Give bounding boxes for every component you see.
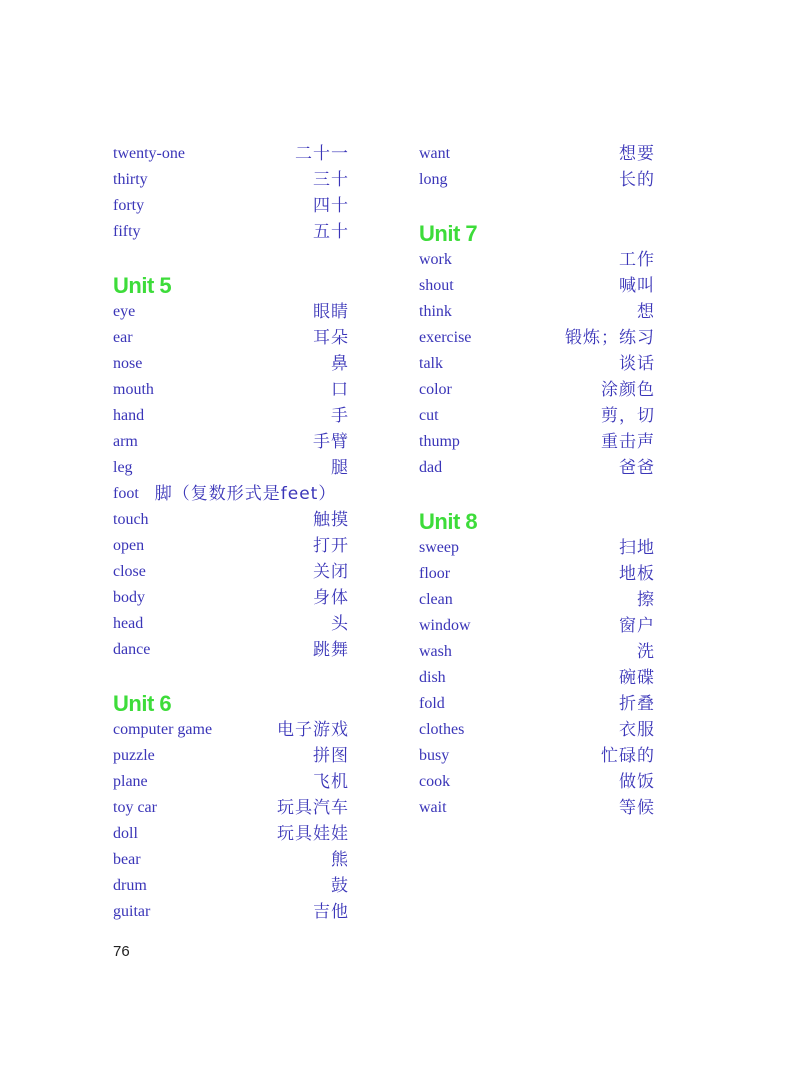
chinese-meaning: 打开: [313, 536, 349, 556]
unit-8-list: [419, 535, 655, 821]
vocab-entry: [419, 639, 655, 665]
chinese-meaning: 脚（复数形式是feet）: [154, 484, 337, 504]
chinese-meaning: 地板: [619, 564, 655, 584]
chinese-meaning: 想: [637, 302, 655, 322]
english-word: nose: [113, 355, 143, 372]
english-word: close: [113, 563, 146, 580]
chinese-meaning: 谈话: [619, 354, 655, 374]
chinese-meaning: 玩具娃娃: [277, 824, 349, 844]
vocab-entry: [419, 535, 655, 561]
unit-5-list: [113, 299, 349, 663]
vocab-group-numbers: [113, 141, 349, 245]
english-word: cook: [419, 773, 451, 790]
chinese-meaning: 长的: [619, 170, 655, 190]
vocab-entry: [113, 193, 349, 219]
chinese-meaning: 五十: [313, 222, 349, 242]
unit-6-heading: Unit 6: [113, 691, 172, 716]
vocab-entry: [419, 247, 655, 273]
chinese-meaning: 爸爸: [619, 458, 655, 478]
vocab-entry: [419, 691, 655, 717]
chinese-meaning: 电子游戏: [277, 720, 349, 740]
vocab-entry: [113, 299, 349, 325]
chinese-meaning: 眼睛: [313, 302, 349, 322]
vocab-entry: [113, 167, 349, 193]
vocab-entry: [113, 325, 349, 351]
vocab-entry: [113, 847, 349, 873]
chinese-meaning: 身体: [313, 588, 349, 608]
english-word: color: [419, 381, 452, 398]
english-word: hand: [113, 407, 145, 424]
unit-5-heading: Unit 5: [113, 273, 172, 298]
vocab-entry: [113, 377, 349, 403]
chinese-meaning: 手: [331, 406, 349, 426]
chinese-meaning: 四十: [313, 196, 349, 216]
chinese-meaning: 玩具汽车: [277, 798, 349, 818]
vocab-entry: [113, 455, 349, 481]
chinese-meaning: 熊: [331, 850, 349, 870]
chinese-meaning: 腿: [331, 458, 349, 478]
chinese-meaning: 飞机: [313, 772, 349, 792]
english-word: busy: [419, 747, 450, 764]
english-word: thump: [419, 433, 460, 450]
vocab-entry: [113, 533, 349, 559]
vocab-entry: [113, 219, 349, 245]
vocab-entry: [419, 167, 655, 193]
chinese-meaning: 跳舞: [313, 640, 349, 660]
english-word: thirty: [113, 171, 148, 188]
english-word: head: [113, 615, 144, 632]
vocab-entry: [113, 743, 349, 769]
english-word: think: [419, 303, 452, 320]
chinese-meaning: 锻炼；练习: [565, 328, 655, 348]
section-gap: [113, 245, 349, 273]
vocab-entry: [419, 325, 655, 351]
english-word: touch: [113, 511, 149, 528]
chinese-meaning: 二十一: [295, 144, 349, 164]
english-word: dish: [419, 669, 446, 686]
vocab-entry: [419, 455, 655, 481]
chinese-meaning: 窗户: [619, 616, 655, 636]
english-word: want: [419, 145, 451, 162]
chinese-meaning: 重击声: [601, 432, 655, 452]
chinese-meaning: 喊叫: [619, 276, 655, 296]
vocab-entry: [113, 429, 349, 455]
english-word: arm: [113, 433, 138, 450]
english-word: drum: [113, 877, 147, 894]
vocab-entry: [419, 403, 655, 429]
vocab-entry: [419, 769, 655, 795]
english-word: shout: [419, 277, 454, 294]
english-word: floor: [419, 565, 451, 582]
english-word: foot: [113, 485, 139, 502]
english-word: open: [113, 537, 145, 554]
chinese-meaning: 头: [331, 614, 349, 634]
english-word: dance: [113, 641, 151, 658]
vocab-group-continued: [419, 141, 655, 193]
english-word: exercise: [419, 329, 472, 346]
vocab-entry: [113, 585, 349, 611]
chinese-meaning: 工作: [619, 250, 655, 270]
chinese-meaning: 折叠: [619, 694, 655, 714]
vocab-entry: [113, 769, 349, 795]
unit-6-list: [113, 717, 349, 925]
english-word: talk: [419, 355, 443, 372]
vocab-entry: [113, 795, 349, 821]
page-number: 76: [113, 943, 130, 960]
vocab-entry: [113, 559, 349, 585]
english-word: wait: [419, 799, 447, 816]
unit-7-list: [419, 247, 655, 481]
vocabulary-column-right: [419, 141, 655, 821]
vocab-entry: [113, 611, 349, 637]
english-word: cut: [419, 407, 439, 424]
english-word: forty: [113, 197, 145, 214]
vocab-entry: [113, 821, 349, 847]
chinese-meaning: 忙碌的: [601, 746, 655, 766]
chinese-meaning: 碗碟: [619, 668, 655, 688]
chinese-meaning: 吉他: [313, 902, 349, 922]
vocab-entry: [113, 637, 349, 663]
english-word: long: [419, 171, 448, 188]
english-word: window: [419, 617, 471, 634]
english-word: bear: [113, 851, 141, 868]
english-word: toy car: [113, 799, 157, 816]
english-word: fold: [419, 695, 445, 712]
chinese-meaning: 口: [331, 380, 349, 400]
english-word: computer game: [113, 721, 213, 738]
english-word: doll: [113, 825, 138, 842]
vocab-entry: [419, 141, 655, 167]
vocab-entry: [419, 613, 655, 639]
chinese-meaning: 关闭: [313, 562, 349, 582]
vocab-entry: [419, 561, 655, 587]
english-word: puzzle: [113, 747, 155, 764]
english-word: ear: [113, 329, 133, 346]
english-word: leg: [113, 459, 133, 476]
english-word: work: [419, 251, 452, 268]
english-word: sweep: [419, 539, 459, 556]
section-gap: [419, 193, 655, 221]
chinese-meaning: 想要: [619, 144, 655, 164]
english-word: eye: [113, 303, 136, 320]
english-word: wash: [419, 643, 452, 660]
section-gap: [419, 481, 655, 509]
english-word: fifty: [113, 223, 141, 240]
vocab-entry: [113, 351, 349, 377]
chinese-meaning: 衣服: [619, 720, 655, 740]
english-word: clothes: [419, 721, 465, 738]
unit-8-heading: Unit 8: [419, 509, 478, 534]
section-gap: [113, 663, 349, 691]
vocab-entry: [113, 873, 349, 899]
english-word: guitar: [113, 903, 151, 920]
vocab-entry: [113, 481, 349, 507]
chinese-meaning: 触摸: [313, 510, 349, 530]
english-word: clean: [419, 591, 453, 608]
vocab-entry: [419, 377, 655, 403]
vocab-entry: [419, 743, 655, 769]
chinese-meaning: 做饭: [619, 772, 655, 792]
vocab-entry: [419, 717, 655, 743]
vocab-entry: [113, 403, 349, 429]
vocab-entry: [113, 899, 349, 925]
unit-7-heading: Unit 7: [419, 221, 478, 246]
chinese-meaning: 鼓: [331, 876, 349, 896]
chinese-meaning: 鼻: [331, 354, 349, 374]
english-word: twenty-one: [113, 145, 185, 162]
vocab-entry: [419, 665, 655, 691]
vocab-entry: [419, 587, 655, 613]
vocab-entry: [419, 429, 655, 455]
chinese-meaning: 扫地: [619, 538, 655, 558]
vocab-entry: [419, 351, 655, 377]
english-word: dad: [419, 459, 443, 476]
chinese-meaning: 擦: [637, 590, 655, 610]
vocabulary-column-left: [113, 141, 349, 925]
vocab-entry: [419, 795, 655, 821]
chinese-meaning: 耳朵: [313, 328, 349, 348]
chinese-meaning: 剪，切: [601, 406, 655, 426]
chinese-meaning: 三十: [313, 170, 349, 190]
chinese-meaning: 涂颜色: [601, 380, 655, 400]
english-word: plane: [113, 773, 148, 790]
vocab-entry: [419, 273, 655, 299]
english-word: body: [113, 589, 145, 606]
chinese-meaning: 等候: [619, 798, 655, 818]
vocab-entry: [113, 717, 349, 743]
chinese-meaning: 手臂: [313, 432, 349, 452]
vocab-entry: [113, 141, 349, 167]
vocab-entry: [113, 507, 349, 533]
chinese-meaning: 拼图: [313, 746, 349, 766]
chinese-meaning: 洗: [637, 642, 655, 662]
english-word: mouth: [113, 381, 154, 398]
vocab-entry: [419, 299, 655, 325]
